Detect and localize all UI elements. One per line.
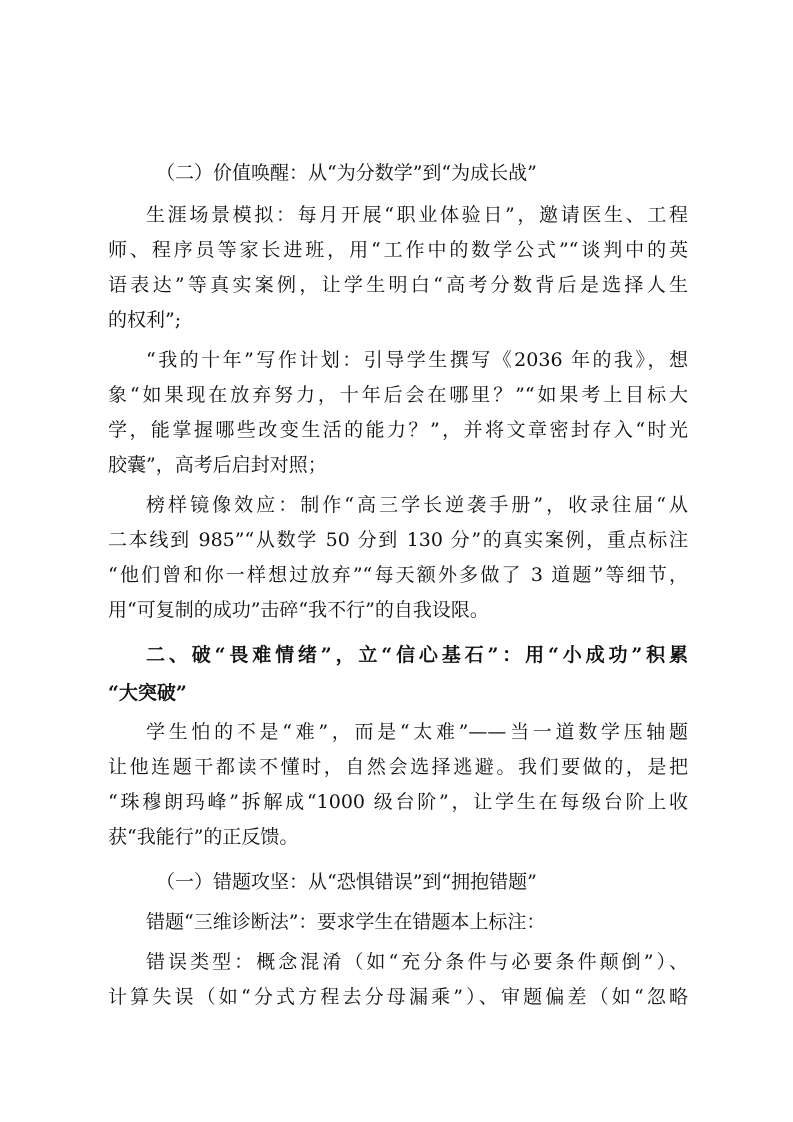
paragraph-line: 错误类型：概念混淆（如“充分条件与必要条件颠倒”）、 (146, 951, 688, 973)
paragraph-line: 榜样镜像效应：制作“高三学长逆袭手册”，收录往届“从 (146, 494, 688, 516)
paragraph-line: 胶囊”，高考后启封对照； (108, 454, 327, 476)
paragraph-line: 的权利”; (108, 309, 182, 331)
heading-overcome-fear: 二、破“畏难情绪”，立“信心基石”：用“小成功”积累 (146, 644, 688, 666)
paragraph-line: “我的十年”写作计划：引导学生撰写《2036 年的我》，想 (146, 349, 688, 371)
paragraph-line: 师、程序员等家长进班，用“工作中的数学公式”“谈判中的英 (108, 239, 688, 261)
paragraph-line: 学，能掌握哪些改变生活的能力？”，并将文章密封存入“时光 (108, 419, 688, 441)
paragraph-line: 学生怕的不是“难”，而是“太难”——当一道数学压轴题 (146, 721, 688, 743)
section-heading-value-awakening: （二）价值唤醒：从“为分数学”到“为成长战” (156, 162, 537, 184)
paragraph-line: 让他连题干都读不懂时，自然会选择逃避。我们要做的，是把 (108, 756, 688, 778)
paragraph-line: “他们曾和你一样想过放弃”“每天额外多做了 3 道题”等细节， (108, 564, 688, 586)
heading-overcome-fear-continued: “大突破” (108, 682, 187, 704)
paragraph-line: “珠穆朗玛峰”拆解成“1000 级台阶”，让学生在每级台阶上收 (108, 791, 688, 813)
paragraph-line: 计算失误（如“分式方程去分母漏乘”）、审题偏差（如“忽略 (108, 986, 688, 1008)
section-heading-error-tackling: （一）错题攻坚：从“恐惧错误”到“拥抱错题” (156, 871, 537, 893)
paragraph-line: 用“可复制的成功”击碎“我不行”的自我设限。 (108, 599, 489, 621)
paragraph-line: 二本线到 985”“从数学 50 分到 130 分”的真实案例，重点标注 (108, 529, 688, 551)
paragraph-line: 获“我能行”的正反馈。 (108, 826, 299, 848)
paragraph-line: 生涯场景模拟：每月开展“职业体验日”，邀请医生、工程 (146, 204, 688, 226)
paragraph-line: 语表达”等真实案例，让学生明白“高考分数背后是选择人生 (108, 274, 688, 296)
paragraph-line: 错题“三维诊断法”：要求学生在错题本上标注： (146, 911, 546, 933)
document-page (108, 0, 688, 1122)
paragraph-line: 象“如果现在放弃努力，十年后会在哪里？”“如果考上目标大 (108, 384, 688, 406)
